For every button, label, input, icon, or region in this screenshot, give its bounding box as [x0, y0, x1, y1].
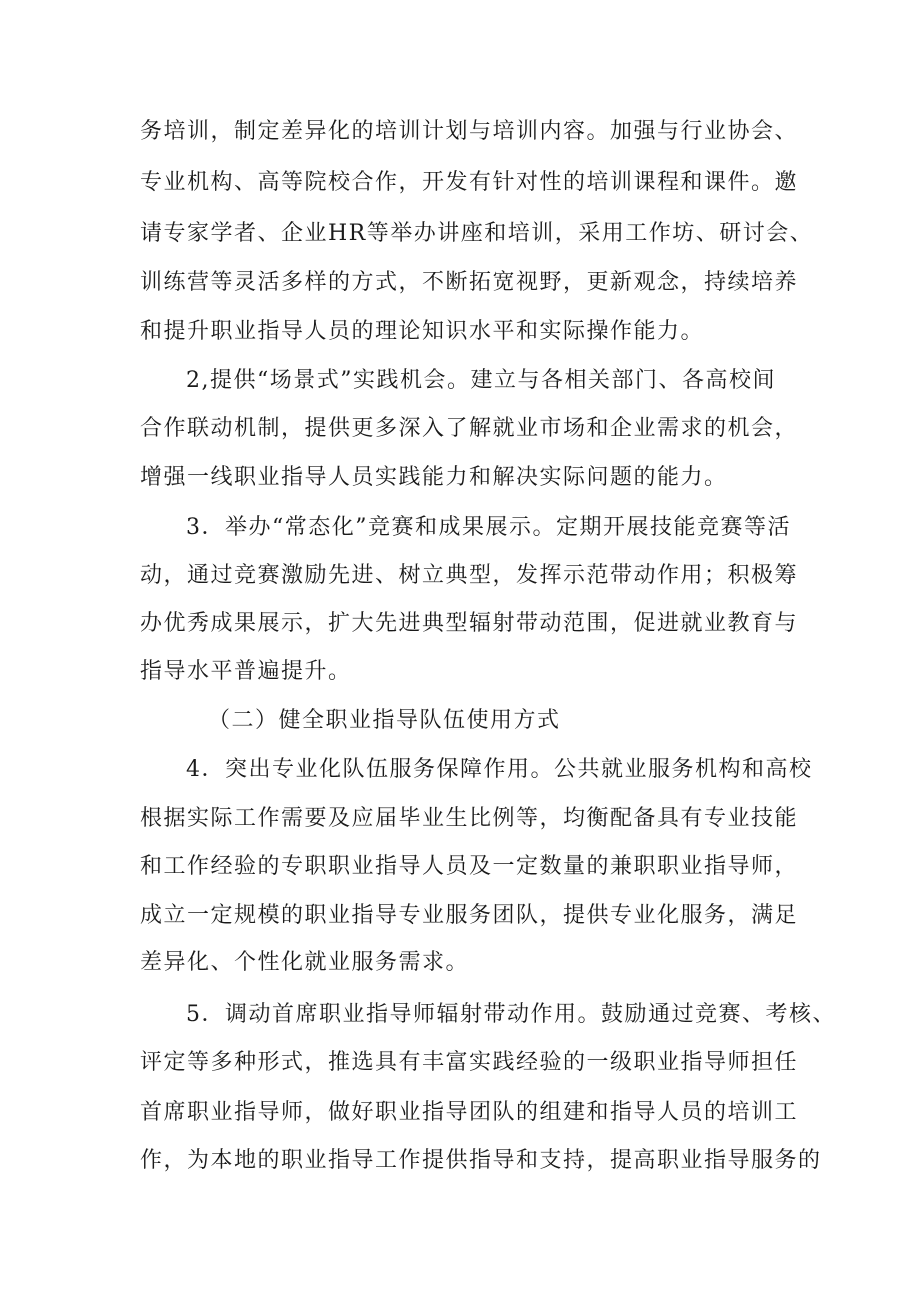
section-heading: （二）健全职业指导队伍使用方式 — [208, 708, 561, 733]
text-line: 合作联动机制，提供更多深入了解就业市场和企业需求的机会， — [140, 416, 799, 441]
text-line: 成立一定规模的职业指导专业服务团队，提供专业化服务，满足 — [140, 903, 799, 928]
text-line: 和提升职业指导人员的理论知识水平和实际操作能力。 — [140, 319, 705, 344]
list-item-5-start: 5．调动首席职业指导师辐射带动作用。鼓励通过竞赛、考核、 — [186, 1002, 836, 1027]
text-line: 务培训，制定差异化的培训计划与培训内容。加强与行业协会、 — [140, 119, 799, 144]
text-line: 根据实际工作需要及应届毕业生比例等，均衡配备具有专业技能 — [140, 806, 799, 831]
text-line: 作，为本地的职业指导工作提供指导和支持，提高职业指导服务的 — [140, 1148, 822, 1173]
text-line: 和工作经验的专职职业指导人员及一定数量的兼职职业指导师， — [140, 854, 799, 879]
text-line: 请专家学者、企业HR等举办讲座和培训，采用工作坊、研讨会、 — [140, 221, 814, 246]
text-line: 办优秀成果展示，扩大先进典型辐射带动范围，促进就业教育与 — [140, 611, 799, 636]
text-line: 专业机构、高等院校合作，开发有针对性的培训课程和课件。邀 — [140, 170, 799, 195]
text-line: 首席职业指导师，做好职业指导团队的组建和指导人员的培训工 — [140, 1100, 799, 1125]
text-line: 指导水平普遍提升。 — [140, 659, 352, 684]
list-item-4-start: 4．突出专业化队伍服务保障作用。公共就业服务机构和高校 — [186, 757, 813, 782]
text-line: 增强一线职业指导人员实践能力和解决实际问题的能力。 — [140, 465, 728, 490]
text-line: 差异化、个性化就业服务需求。 — [140, 950, 470, 975]
text-line: 训练营等灵活多样的方式，不断拓宽视野，更新观念，持续培养 — [140, 270, 799, 295]
text-line: 评定等多种形式，推选具有丰富实践经验的一级职业指导师担任 — [140, 1050, 799, 1075]
text-line: 动，通过竞赛激励先进、树立典型，发挥示范带动作用；积极筹 — [140, 563, 799, 588]
list-item-3-start: 3．举办“常态化”竞赛和成果展示。定期开展技能竞赛等活 — [186, 515, 791, 540]
list-item-2-start: 2,提供“场景式”实践机会。建立与各相关部门、各高校间 — [186, 368, 776, 393]
